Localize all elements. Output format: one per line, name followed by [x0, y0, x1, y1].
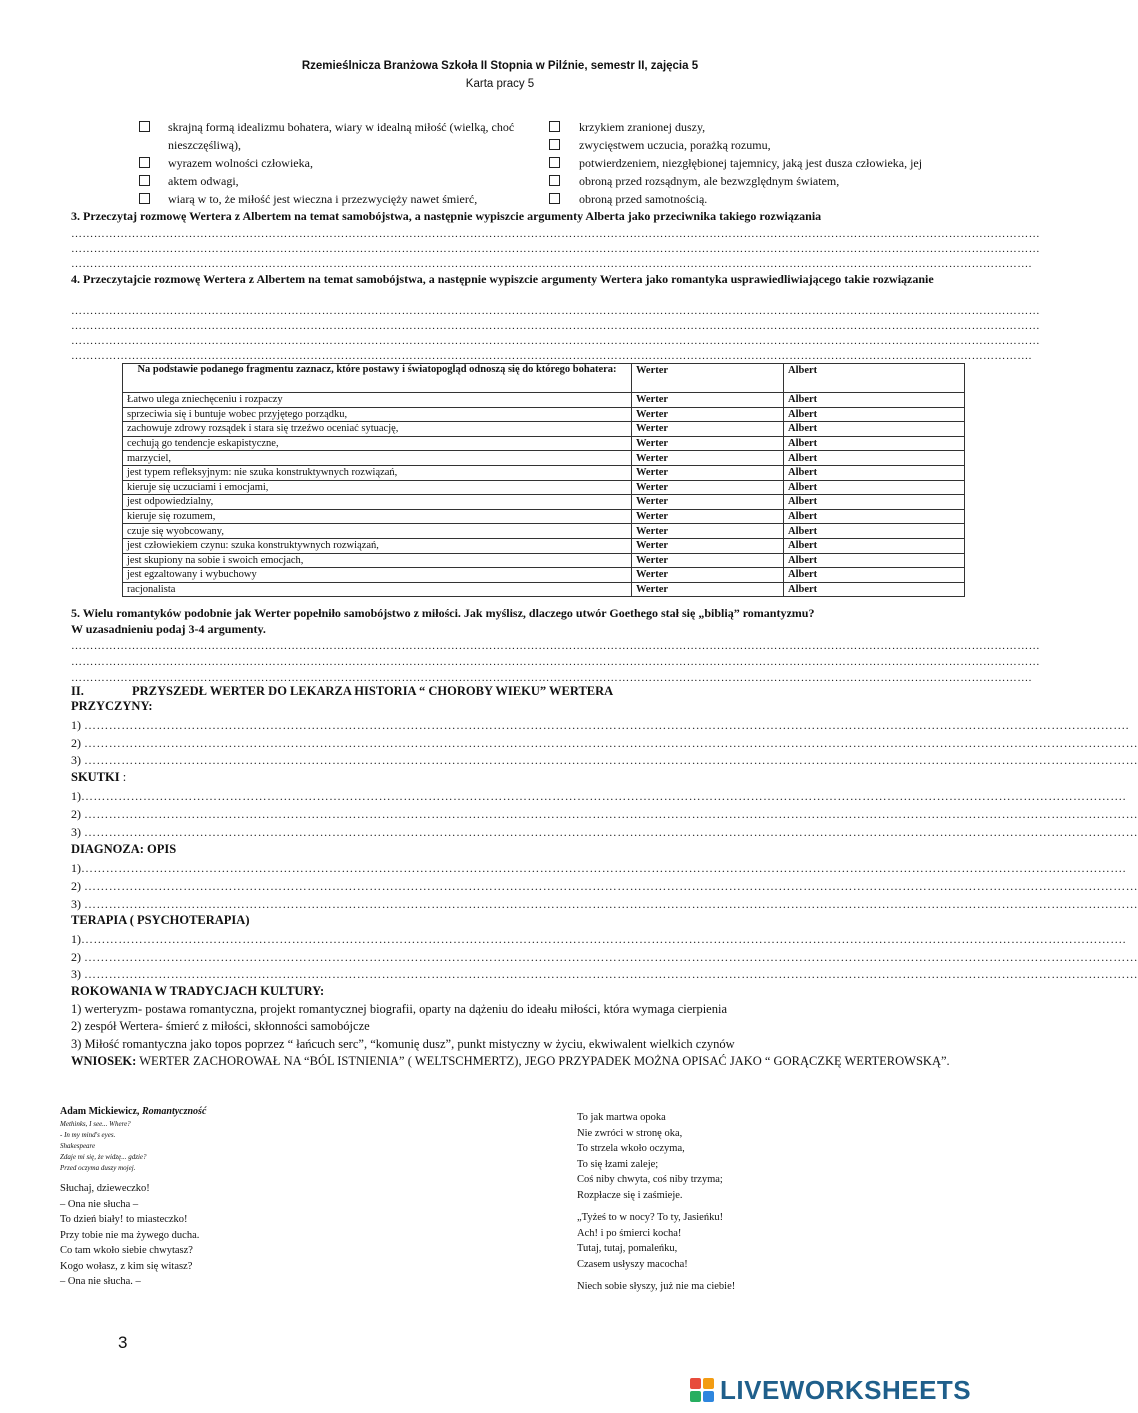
answer-line[interactable] [71, 806, 1138, 822]
option-text: wyrazem wolności człowieka, [168, 156, 313, 170]
trait-cell: jest odpowiedzialny, [123, 495, 632, 510]
line-number: 2) [71, 950, 84, 964]
table-row [123, 524, 965, 539]
werter-option[interactable]: Werter [632, 480, 784, 495]
option-text: wiarą w to, że miłość jest wieczna i przezwycięży nawet śmierć, [168, 192, 478, 206]
logo-tile [690, 1378, 701, 1389]
logo-icon [690, 1378, 714, 1402]
poem-line: To dzień biały! to miasteczko! [60, 1214, 188, 1225]
answer-line[interactable] [71, 788, 1126, 804]
checkbox[interactable] [139, 121, 150, 132]
answer-line[interactable]: ………………………………………………………………………………………………………………………………………………………………………………………………………………………………. [71, 350, 1032, 362]
answer-line[interactable] [71, 860, 1126, 876]
document-title: Rzemieślnicza Branżowa Szkoła II Stopnia w Pilźnie, semestr II, zajęcia 5 [301, 60, 699, 72]
table-row [123, 451, 965, 466]
table-row [123, 553, 965, 568]
column-albert: Albert [784, 364, 965, 393]
poem-line: Tutaj, tutaj, pomaleńku, [577, 1243, 678, 1254]
poem-line: Kogo wołasz, z kim się witasz? [60, 1261, 193, 1272]
poem-line: „Tyżeś to w nocy? To ty, Jasieńku! [577, 1212, 724, 1223]
question-4: 4. Przeczytajcie rozmowę Wertera z Albertem na temat samobójstwa, a następnie wypiszcie argumenty Wertera jako romantyka usprawiedliwiającego takie rozwiązanie [71, 272, 934, 286]
table-row [123, 407, 965, 422]
rokowania-item: 1) werteryzm- postawa romantyczna, projekt romantycznej biografii, oparty na dążeniu do ideału miłości, która wymaga cierpienia [71, 1002, 727, 1016]
trait-cell: racjonalista [123, 582, 632, 597]
werter-option[interactable]: Werter [632, 568, 784, 583]
answer-line[interactable] [71, 966, 1138, 982]
poem-line: Ach! i po śmierci kocha! [577, 1228, 682, 1239]
section-title: PRZYSZEDŁ WERTER DO LEKARZA HISTORIA “ CHOROBY WIEKU” WERTERA [132, 684, 614, 698]
werter-option[interactable]: Werter [632, 436, 784, 451]
poem-line: Co tam wkoło siebie chwytasz? [60, 1245, 193, 1256]
column-werter: Werter [632, 364, 784, 393]
option-text: obroną przed samotnością. [579, 192, 708, 206]
table-row [123, 480, 965, 495]
dot-fill: ………………………………………………………………………………………………………………………………………………………………………………………………………………………………… [84, 736, 1138, 750]
poem-line: Czasem usłyszy macocha! [577, 1259, 688, 1270]
table-row [123, 538, 965, 553]
trait-cell: jest skupiony na sobie i swoich emocjach, [123, 553, 632, 568]
rokowania-item: 2) zespół Wertera- śmierć z miłości, skłonności samobójcze [71, 1019, 370, 1033]
document-subtitle: Karta pracy 5 [465, 78, 535, 90]
trait-cell: zachowuje zdrowy rozsądek i stara się trzeźwo oceniać sytuację, [123, 422, 632, 437]
line-number: 2) [71, 807, 84, 821]
line-number: 1) [71, 861, 81, 875]
line-number: 3) [71, 897, 84, 911]
werter-option[interactable]: Werter [632, 393, 784, 408]
dot-fill: ………………………………………………………………………………………………………………………………………………………………………………………………………………………………… [84, 967, 1138, 981]
table-row [123, 582, 965, 597]
answer-line[interactable]: ………………………………………………………………………………………………………………………………………………………………………………………………………………………………. [71, 258, 1032, 270]
dot-fill: ………………………………………………………………………………………………………………………………………………………………………………………………………………………………. [84, 718, 1129, 732]
checkbox[interactable] [139, 193, 150, 204]
table-row [123, 509, 965, 524]
albert-option[interactable]: Albert [784, 465, 965, 480]
werter-option[interactable]: Werter [632, 553, 784, 568]
poem-line: – Ona nie słucha – [60, 1199, 139, 1210]
page-number: 3 [118, 1333, 128, 1352]
dot-fill: ………………………………………………………………………………………………………………………………………………………………………………………………………………………………… [84, 897, 1138, 911]
liveworksheets-logo[interactable] [690, 1374, 971, 1406]
epigraph-line: Zdaje mi się, że widzę... gdzie? [60, 1153, 147, 1161]
trait-cell: kieruje się uczuciami i emocjami, [123, 480, 632, 495]
checkbox[interactable] [549, 139, 560, 150]
answer-line[interactable] [71, 717, 1129, 733]
poem-line: Rozpłacze się i zaśmieje. [577, 1190, 683, 1201]
option-text: skrajną formą idealizmu bohatera, wiary w idealną miłość (wielką, choć [168, 120, 515, 134]
epigraph-line: Przed oczyma duszy mojej. [60, 1164, 136, 1172]
poem-line: Coś niby chwyta, coś niby trzyma; [577, 1174, 723, 1185]
label-colon: : [119, 770, 127, 784]
table-row [123, 436, 965, 451]
line-number: 3) [71, 967, 84, 981]
albert-option[interactable]: Albert [784, 407, 965, 422]
werter-option[interactable]: Werter [632, 451, 784, 466]
table-row [123, 495, 965, 510]
poem-line: Przy tobie nie ma żywego ducha. [60, 1230, 200, 1241]
trait-cell: sprzeciwia się i buntuje wobec przyjętego porządku, [123, 407, 632, 422]
option-text: nieszczęśliwą), [168, 138, 241, 152]
werter-option[interactable]: Werter [632, 495, 784, 510]
answer-line[interactable] [71, 949, 1138, 965]
epigraph-line: Methinks, I see... Where? [60, 1120, 131, 1128]
answer-line[interactable]: ………………………………………………………………………………………………………………………………………………………………………………………………………………………………… [71, 228, 1040, 240]
trait-cell: czuje się wyobcowany, [123, 524, 632, 539]
trait-cell: Łatwo ulega zniechęceniu i rozpaczy [123, 393, 632, 408]
poem-author: Adam Mickiewicz, [60, 1106, 142, 1117]
answer-line[interactable] [71, 896, 1138, 912]
dot-fill: ………………………………………………………………………………………………………………………………………………………………………………………………………………………………… [84, 825, 1138, 839]
dot-fill: ………………………………………………………………………………………………………………………………………………………………………………………………………………………………. [81, 789, 1126, 803]
poem-line: To się łzami zaleje; [577, 1159, 659, 1170]
poem-line: Nie zwróci w stronę oka, [577, 1128, 683, 1139]
werter-option[interactable]: Werter [632, 524, 784, 539]
trait-cell: jest człowiekiem czynu: szuka konstruktywnych rozwiązań, [123, 538, 632, 553]
dot-fill: ………………………………………………………………………………………………………………………………………………………………………………………………………………………………… [84, 950, 1138, 964]
question-5-note: W uzasadnieniu podaj 3-4 argumenty. [71, 622, 266, 636]
line-number: 2) [71, 736, 84, 750]
dot-fill: ………………………………………………………………………………………………………………………………………………………………………………………………………………………………. [81, 861, 1126, 875]
checkbox[interactable] [549, 157, 560, 168]
logo-tile [703, 1391, 714, 1402]
epigraph-line: - In my mind's eyes. [60, 1131, 116, 1139]
werter-option[interactable]: Werter [632, 465, 784, 480]
answer-line[interactable]: ………………………………………………………………………………………………………………………………………………………………………………………………………………………………… [71, 335, 1040, 347]
line-number: 1) [71, 932, 81, 946]
logo-tile [703, 1378, 714, 1389]
albert-option[interactable]: Albert [784, 495, 965, 510]
checkbox[interactable] [139, 157, 150, 168]
trait-cell: jest egzaltowany i wybuchowy [123, 568, 632, 583]
question-5: 5. Wielu romantyków podobnie jak Werter popełniło samobójstwo z miłości. Jak myślisz, dlaczego utwór Goethego stał się „biblią” romantyzmu? [71, 606, 815, 620]
label-diagnoza: DIAGNOZA: OPIS [71, 842, 177, 856]
rokowania-item: 3) Miłość romantyczna jako topos poprzez “ łańcuch serc”, “komunię dusz”, punkt mistyczny w życiu, ekwiwalent wielkich czynów [71, 1037, 735, 1051]
dot-fill: ………………………………………………………………………………………………………………………………………………………………………………………………………………………………. [81, 932, 1126, 946]
checkbox[interactable] [139, 175, 150, 186]
label-rokowania: ROKOWANIA W TRADYCJACH KULTURY: [71, 984, 325, 998]
werter-option[interactable]: Werter [632, 407, 784, 422]
albert-option[interactable]: Albert [784, 524, 965, 539]
option-text: aktem odwagi, [168, 174, 239, 188]
trait-cell: cechują go tendencje eskapistyczne, [123, 436, 632, 451]
answer-line[interactable]: ………………………………………………………………………………………………………………………………………………………………………………………………………………………………… [71, 320, 1040, 332]
label-skutki-text: SKUTKI [71, 770, 120, 784]
table-row [123, 465, 965, 480]
answer-line[interactable]: ………………………………………………………………………………………………………………………………………………………………………………………………………………………………. [71, 672, 1032, 684]
conclusion [71, 1053, 976, 1069]
albert-option[interactable]: Albert [784, 509, 965, 524]
answer-line[interactable]: ………………………………………………………………………………………………………………………………………………………………………………………………………………………………… [71, 243, 1040, 255]
answer-line[interactable] [71, 824, 1138, 840]
epigraph-line: Shakespeare [60, 1142, 96, 1150]
poem-name: Romantyczność [141, 1106, 207, 1117]
conclusion-label: WNIOSEK: [71, 1054, 137, 1068]
answer-line[interactable]: ………………………………………………………………………………………………………………………………………………………………………………………………………………………………… [71, 656, 1040, 668]
albert-option[interactable]: Albert [784, 553, 965, 568]
answer-line[interactable]: ………………………………………………………………………………………………………………………………………………………………………………………………………………………………… [71, 640, 1040, 652]
poem-line: Słuchaj, dzieweczko! [60, 1183, 150, 1194]
logo-tile [690, 1391, 701, 1402]
option-text: obroną przed rozsądnym, ale bezwzględnym światem, [579, 174, 840, 188]
trait-cell: kieruje się rozumem, [123, 509, 632, 524]
option-text: zwycięstwem uczucia, porażką rozumu, [579, 138, 771, 152]
albert-option[interactable]: Albert [784, 582, 965, 597]
trait-cell: marzyciel, [123, 451, 632, 466]
poem-line: To strzela wkoło oczyma, [577, 1143, 685, 1154]
answer-line[interactable]: ………………………………………………………………………………………………………………………………………………………………………………………………………………………………… [71, 305, 1040, 317]
attitudes-table [122, 363, 965, 597]
albert-option[interactable]: Albert [784, 538, 965, 553]
line-number: 1) [71, 718, 84, 732]
option-text: potwierdzeniem, niezgłębionej tajemnicy, jaką jest dusza człowieka, jej [579, 156, 923, 170]
section-number: II. [71, 684, 84, 698]
poem-title [60, 1106, 206, 1117]
table-row [123, 422, 965, 437]
albert-option[interactable]: Albert [784, 480, 965, 495]
table-instruction: Na podstawie podanego fragmentu zaznacz, które postawy i światopogląd odnoszą się do którego bohatera: [123, 364, 632, 393]
line-number: 3) [71, 753, 84, 767]
albert-option[interactable]: Albert [784, 436, 965, 451]
checkbox[interactable] [549, 193, 560, 204]
logo-text: LIVEWORKSHEETS [720, 1374, 972, 1405]
option-text: krzykiem zranionej duszy, [579, 120, 706, 134]
dot-fill: ………………………………………………………………………………………………………………………………………………………………………………………………………………………………… [84, 753, 1138, 767]
albert-option[interactable]: Albert [784, 568, 965, 583]
answer-line[interactable] [71, 878, 1138, 894]
poem-line: To jak martwa opoka [577, 1112, 666, 1123]
table-row [123, 393, 965, 408]
poem-line: Niech sobie słyszy, już nie ma ciebie! [577, 1281, 736, 1292]
table-header-row [123, 364, 965, 393]
conclusion-text: WERTER ZACHOROWAŁ NA “BÓL ISTNIENIA” ( WELTSCHMERTZ), JEGO PRZYPADEK MOŻNA OPISAĆ JAKO “ GORĄCZKĘ WERTEROWSKĄ”. [136, 1054, 950, 1068]
label-terapia: TERAPIA ( PSYCHOTERAPIA) [71, 913, 250, 927]
werter-option[interactable]: Werter [632, 582, 784, 597]
line-number: 1) [71, 789, 81, 803]
line-number: 2) [71, 879, 84, 893]
question-3: 3. Przeczytaj rozmowę Wertera z Albertem na temat samobójstwa, a następnie wypiszcie argumenty Alberta jako przeciwnika takiego rozwiązania [71, 209, 822, 223]
werter-option[interactable]: Werter [632, 509, 784, 524]
albert-option[interactable]: Albert [784, 451, 965, 466]
dot-fill: ………………………………………………………………………………………………………………………………………………………………………………………………………………………………… [84, 879, 1138, 893]
checkbox[interactable] [549, 175, 560, 186]
answer-line[interactable] [71, 735, 1138, 751]
werter-option[interactable]: Werter [632, 538, 784, 553]
line-number: 3) [71, 825, 84, 839]
trait-cell: jest typem refleksyjnym: nie szuka konstruktywnych rozwiązań, [123, 465, 632, 480]
table-row [123, 568, 965, 583]
checkbox[interactable] [549, 121, 560, 132]
albert-option[interactable]: Albert [784, 393, 965, 408]
werter-option[interactable]: Werter [632, 422, 784, 437]
albert-option[interactable]: Albert [784, 422, 965, 437]
poem-line: – Ona nie słucha. – [60, 1276, 141, 1287]
dot-fill: ………………………………………………………………………………………………………………………………………………………………………………………………………………………………… [84, 807, 1138, 821]
label-przyczyny: PRZYCZYNY: [71, 699, 153, 713]
answer-line[interactable] [71, 752, 1138, 768]
label-skutki [71, 770, 126, 785]
answer-line[interactable] [71, 931, 1126, 947]
